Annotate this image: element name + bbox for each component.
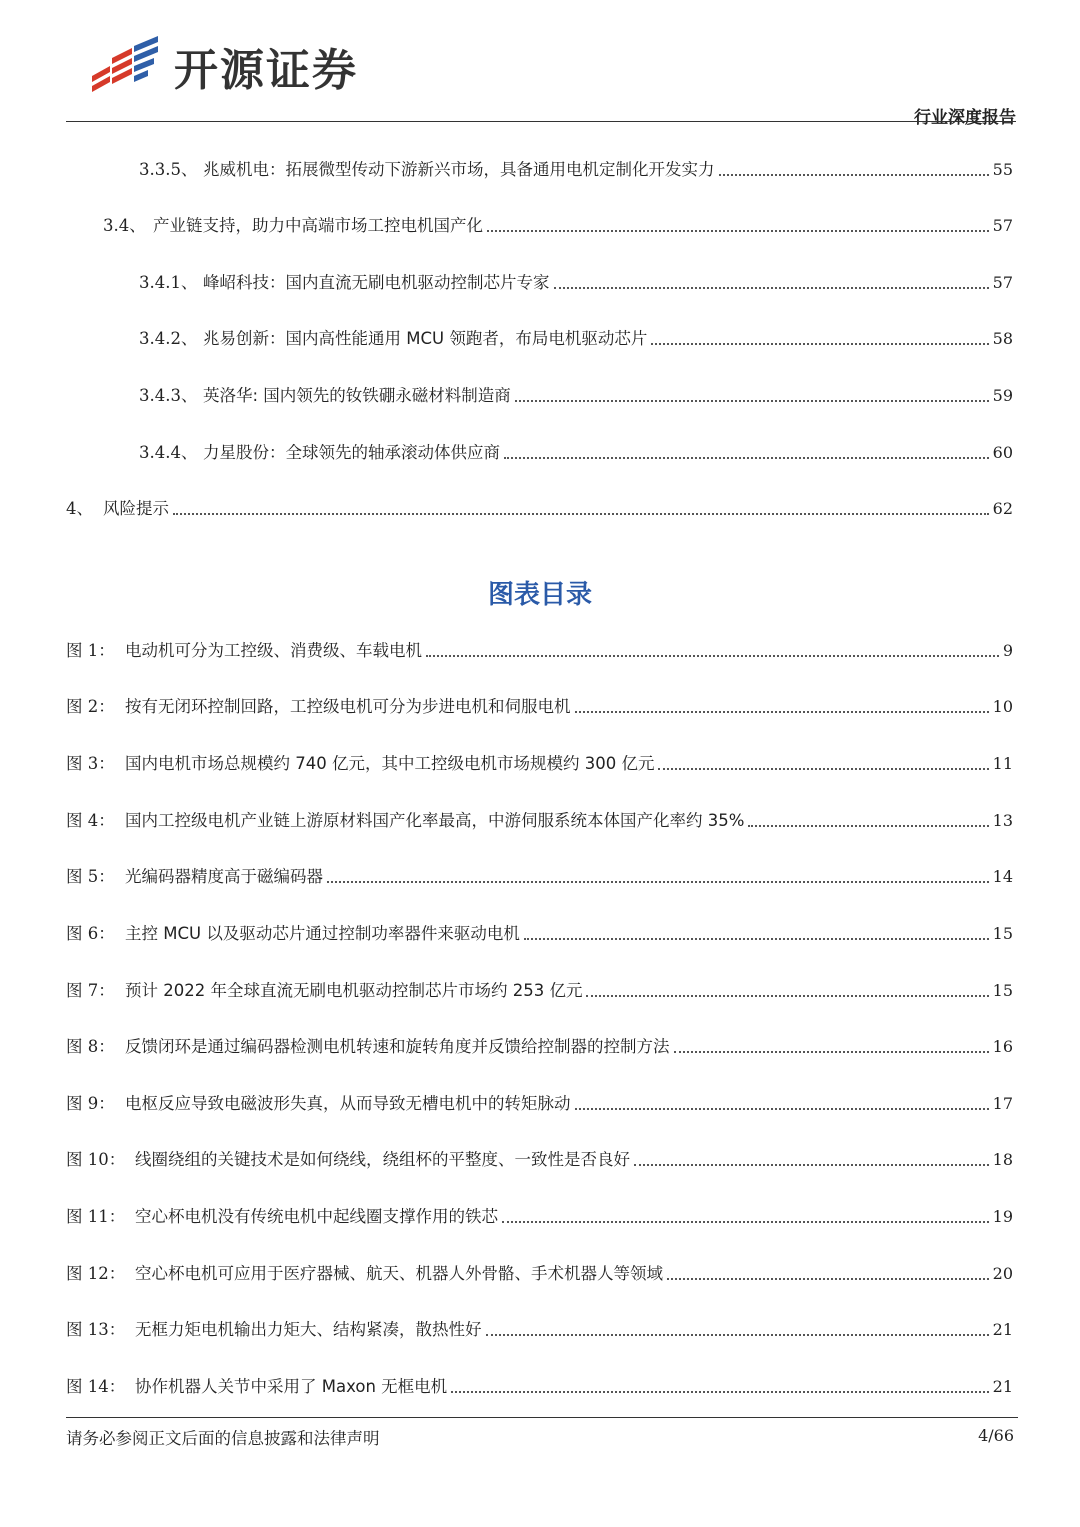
figure-entry[interactable] xyxy=(66,1261,1013,1287)
figure-entry-page: 20 xyxy=(992,1264,1013,1283)
figure-entry[interactable] xyxy=(66,1091,1013,1117)
figure-entry-number: 图 6： xyxy=(66,924,115,943)
toc-entry[interactable] xyxy=(139,440,1013,466)
dot-leader xyxy=(554,286,989,289)
dot-leader xyxy=(748,824,988,827)
figure-entry-title: 反馈闭环是通过编码器检测电机转速和旋转角度并反馈给控制器的控制方法 xyxy=(125,1037,670,1056)
figure-entry-page: 15 xyxy=(992,924,1013,943)
toc-entry-title: 兆威机电：拓展微型传动下游新兴市场，具备通用电机定制化开发实力 xyxy=(203,160,715,179)
header-divider xyxy=(66,121,1016,122)
footer-disclaimer: 请务必参阅正文后面的信息披露和法律声明 xyxy=(66,1429,380,1448)
dot-leader xyxy=(173,512,989,515)
toc-entry-title: 英洛华: 国内领先的钕铁硼永磁材料制造商 xyxy=(203,386,511,405)
dot-leader xyxy=(426,654,999,657)
toc-entry[interactable] xyxy=(66,496,1013,522)
dot-leader xyxy=(575,1107,989,1110)
toc-entry-number: 3.3.5、 xyxy=(139,160,198,179)
dot-leader xyxy=(658,767,988,770)
dot-leader xyxy=(327,880,989,883)
figure-entry-number: 图 12： xyxy=(66,1264,126,1283)
dot-leader xyxy=(515,399,989,402)
toc-entry-title: 峰岹科技：国内直流无刷电机驱动控制芯片专家 xyxy=(203,273,550,292)
dot-leader xyxy=(674,1050,989,1053)
figure-entry[interactable] xyxy=(66,921,1013,947)
dot-leader xyxy=(719,173,989,176)
figure-entry-number: 图 5： xyxy=(66,867,115,886)
figure-entry-page: 13 xyxy=(992,811,1013,830)
figure-entry-page: 19 xyxy=(992,1207,1013,1226)
dot-leader xyxy=(634,1163,989,1166)
figure-entry-title: 国内电机市场总规模约 740 亿元，其中工控级电机市场规模约 300 亿元 xyxy=(125,754,655,773)
toc-entry-title: 产业链支持，助力中高端市场工控电机国产化 xyxy=(153,216,483,235)
figure-entry[interactable] xyxy=(66,808,1013,834)
toc-entry-title: 风险提示 xyxy=(103,499,169,518)
toc-entry[interactable] xyxy=(139,157,1013,183)
toc-entry-page: 62 xyxy=(992,499,1013,518)
dot-leader xyxy=(575,710,989,713)
figure-entry-number: 图 10： xyxy=(66,1150,126,1169)
figure-entry[interactable] xyxy=(66,978,1013,1004)
figure-entry-page: 17 xyxy=(992,1094,1013,1113)
figure-entry-title: 线圈绕组的关键技术是如何绕线，绕组杯的平整度、一致性是否良好 xyxy=(135,1150,630,1169)
dot-leader xyxy=(524,937,989,940)
figure-entry-number: 图 7： xyxy=(66,981,115,1000)
toc-entry[interactable] xyxy=(139,270,1013,296)
figure-entry-title: 主控 MCU 以及驱动芯片通过控制功率器件来驱动电机 xyxy=(125,924,520,943)
footer-divider xyxy=(66,1417,1018,1418)
toc-entry[interactable] xyxy=(139,326,1013,352)
kaiyuan-logo-icon xyxy=(88,36,162,96)
figure-entry-page: 16 xyxy=(992,1037,1013,1056)
brand-name: 开源证券 xyxy=(174,45,358,96)
figure-entry-number: 图 14： xyxy=(66,1377,126,1396)
dot-leader xyxy=(586,994,988,997)
toc-entry-page: 57 xyxy=(992,216,1013,235)
figure-entry-title: 光编码器精度高于磁编码器 xyxy=(125,867,323,886)
figure-entry-title: 按有无闭环控制回路，工控级电机可分为步进电机和伺服电机 xyxy=(125,697,571,716)
figure-entry-number: 图 11： xyxy=(66,1207,126,1226)
figure-entry[interactable] xyxy=(66,1034,1013,1060)
figure-entry-number: 图 13： xyxy=(66,1320,126,1339)
figure-entry-title: 电枢反应导致电磁波形失真，从而导致无槽电机中的转矩脉动 xyxy=(125,1094,571,1113)
figure-entry[interactable] xyxy=(66,694,1013,720)
toc-entry-number: 4、 xyxy=(66,499,93,518)
toc-entry-number: 3.4.1、 xyxy=(139,273,198,292)
toc-entry-page: 55 xyxy=(992,160,1013,179)
toc-entry-title: 力星股份：全球领先的轴承滚动体供应商 xyxy=(203,443,500,462)
figure-entry-number: 图 4： xyxy=(66,811,115,830)
figure-entry-title: 无框力矩电机输出力矩大、结构紧凑，散热性好 xyxy=(135,1320,482,1339)
toc-entry-title: 兆易创新：国内高性能通用 MCU 领跑者，布局电机驱动芯片 xyxy=(203,329,648,348)
figure-entry-title: 空心杯电机没有传统电机中起线圈支撑作用的铁芯 xyxy=(135,1207,498,1226)
figure-entry-title: 国内工控级电机产业链上游原材料国产化率最高，中游伺服系统本体国产化率约 35% xyxy=(125,811,745,830)
figure-entry-page: 9 xyxy=(1002,641,1013,660)
figure-entry[interactable] xyxy=(66,864,1013,890)
figure-entry-page: 11 xyxy=(992,754,1013,773)
brand-logo xyxy=(88,34,358,98)
toc-entry-number: 3.4.4、 xyxy=(139,443,198,462)
toc-entry-page: 58 xyxy=(992,329,1013,348)
figure-entry[interactable] xyxy=(66,638,1013,664)
figure-entry-page: 21 xyxy=(992,1377,1013,1396)
figure-entry-number: 图 8： xyxy=(66,1037,115,1056)
figures-index-heading: 图表目录 xyxy=(487,580,592,610)
figure-entry[interactable] xyxy=(66,1317,1013,1343)
figure-entry[interactable] xyxy=(66,1374,1013,1400)
figure-entry-title: 预计 2022 年全球直流无刷电机驱动控制芯片市场约 253 亿元 xyxy=(125,981,583,1000)
dot-leader xyxy=(451,1390,988,1393)
figure-entry-title: 空心杯电机可应用于医疗器械、航天、机器人外骨骼、手术机器人等领域 xyxy=(135,1264,663,1283)
figure-entry-page: 21 xyxy=(992,1320,1013,1339)
figure-entry-page: 14 xyxy=(992,867,1013,886)
toc-entry[interactable] xyxy=(139,383,1013,409)
dot-leader xyxy=(667,1277,989,1280)
dot-leader xyxy=(651,342,988,345)
dot-leader xyxy=(487,229,989,232)
report-type-label: 行业深度报告 xyxy=(914,108,1016,128)
toc-entry-number: 3.4.2、 xyxy=(139,329,198,348)
page-number: 4/66 xyxy=(978,1426,1014,1445)
dot-leader xyxy=(504,456,989,459)
figure-entry-title: 电动机可分为工控级、消费级、车载电机 xyxy=(125,641,422,660)
dot-leader xyxy=(486,1333,989,1336)
toc-entry-number: 3.4、 xyxy=(103,216,146,235)
figure-entry-page: 15 xyxy=(992,981,1013,1000)
dot-leader xyxy=(502,1220,989,1223)
figure-entry-number: 图 3： xyxy=(66,754,115,773)
figure-entry-page: 18 xyxy=(992,1150,1013,1169)
figure-entry-number: 图 1： xyxy=(66,641,115,660)
figure-entry[interactable] xyxy=(66,1147,1013,1173)
figure-entry-page: 10 xyxy=(992,697,1013,716)
toc-entry-page: 57 xyxy=(992,273,1013,292)
toc-entry-page: 60 xyxy=(992,443,1013,462)
figure-entry-title: 协作机器人关节中采用了 Maxon 无框电机 xyxy=(135,1377,448,1396)
toc-entry-number: 3.4.3、 xyxy=(139,386,198,405)
figure-entry[interactable] xyxy=(66,1204,1013,1230)
figure-entry-number: 图 2： xyxy=(66,697,115,716)
figure-entry[interactable] xyxy=(66,751,1013,777)
figure-entry-number: 图 9： xyxy=(66,1094,115,1113)
toc-entry-page: 59 xyxy=(992,386,1013,405)
toc-entry[interactable] xyxy=(103,213,1013,239)
